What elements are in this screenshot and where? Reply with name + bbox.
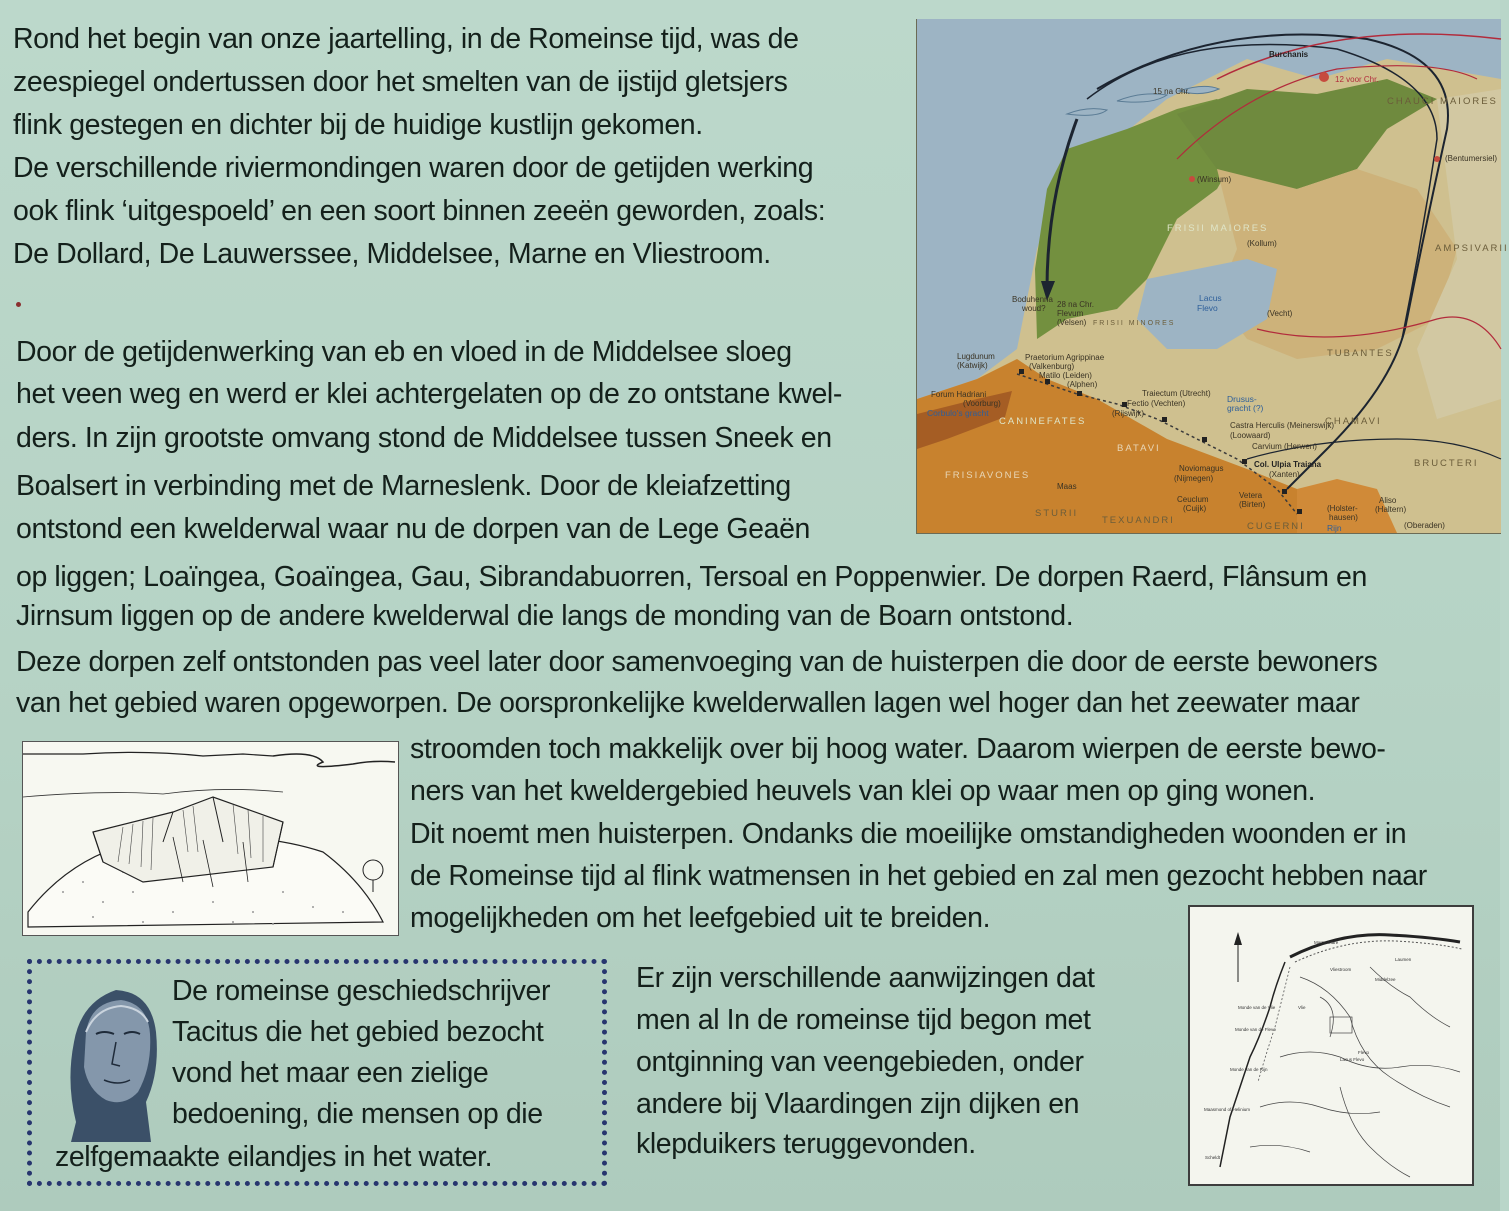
map2-label: Vliestroom <box>1330 967 1352 972</box>
intro-line: Rond het begin van onze jaartelling, in de Romeinse tijd, was de <box>13 23 799 55</box>
map-label: (Cuijk) <box>1183 504 1207 513</box>
body-line: ders. In zijn grootste omvang stond de Middelsee tussen Sneek en <box>16 422 832 454</box>
map-label: FRISII MAIORES <box>1167 223 1269 234</box>
body-line: Jirnsum liggen op de andere kwelderwal die langs de monding van de Boarn ontstond. <box>16 600 1074 632</box>
body-line: Deze dorpen zelf ontstonden pas veel later door samenvoeging van de huisterpen die door de eerste bewoners <box>16 646 1378 678</box>
map-label: 15 na Chr. <box>1153 87 1190 96</box>
map-label: CANINEFATES <box>999 416 1087 427</box>
map2-label: Monde van de Flevo <box>1235 1027 1276 1032</box>
map-label: TUBANTES <box>1327 348 1394 359</box>
map-label: (Oberaden) <box>1404 521 1445 530</box>
intro-line: ook flink ‘uitgespoeld’ en een soort binnen zeeën geworden, zoals: <box>13 195 826 227</box>
map-label: (Voorburg) <box>963 399 1001 408</box>
map-label: (Holster- <box>1327 504 1358 513</box>
map-label: CUGERNI <box>1247 521 1305 532</box>
map2-label: Marne Mare <box>1314 940 1339 945</box>
map-label: (Xanten) <box>1269 470 1300 479</box>
tacitus-line: De romeinse geschiedschrijver <box>172 975 551 1007</box>
map-label: 12 voor Chr. <box>1335 75 1379 84</box>
map2-label: Flevo <box>1358 1050 1370 1055</box>
map-label: Lugdunum <box>957 352 995 361</box>
roman-netherlands-map <box>916 19 1509 534</box>
terp-sketch <box>22 741 399 936</box>
map-label: (Velsen) <box>1057 318 1087 327</box>
map-label: FRISII MINORES <box>1093 320 1176 327</box>
coastline-map-drawing <box>1190 907 1472 1184</box>
portrait-bust-icon <box>56 972 168 1142</box>
map-label: Burchanis <box>1269 50 1309 59</box>
map-label: Flevum <box>1057 309 1084 318</box>
bullet-dot <box>16 302 21 307</box>
body-line: het veen weg en werd er klei achtergelaten op de zo ontstane kwel- <box>16 378 842 410</box>
map-label: (Alphen) <box>1067 380 1098 389</box>
map-label: Corbulo's gracht <box>927 408 989 418</box>
map-label: AMPSIVARII <box>1435 243 1509 254</box>
map-label: TEXUANDRI <box>1102 515 1175 526</box>
map2-label: Lacus Flevo <box>1340 1057 1365 1062</box>
map-label: Flevo <box>1197 303 1218 313</box>
map-label: (Loowaard) <box>1230 431 1271 440</box>
map-label: Noviomagus <box>1179 464 1224 473</box>
map-label: Fectio (Vechten) <box>1127 399 1186 408</box>
intro-line: De Dollard, De Lauwerssee, Middelsee, Marne en Vliestroom. <box>13 238 771 270</box>
map-label: (Rijswijk) <box>1112 409 1144 418</box>
body-line: de Romeinse tijd al flink watmensen in het gebied en zal men gezocht hebben naar <box>410 860 1427 892</box>
map-label: Matilo (Leiden) <box>1039 371 1092 380</box>
body-line: ontstond een kwelderwal waar nu de dorpen van de Lege Geaën <box>16 513 810 545</box>
body-line: Dit noemt men huisterpen. Ondanks die moeilijke omstandigheden woonden er in <box>410 818 1407 850</box>
side-note-line: ontginning van veengebieden, onder <box>636 1046 1084 1078</box>
map2-label: Vlie <box>1298 1005 1306 1010</box>
map-label: 28 na Chr. <box>1057 300 1094 309</box>
tacitus-line: vond het maar een zielige <box>172 1057 489 1089</box>
map-label: gracht (?) <box>1227 403 1264 413</box>
map-label: Traiectum (Utrecht) <box>1142 389 1211 398</box>
map-label: Praetorium Agrippinae <box>1025 353 1105 362</box>
side-note-line: men al In de romeinse tijd begon met <box>636 1004 1091 1036</box>
map2-label: Monde van de Rijn <box>1230 1067 1268 1072</box>
coastline-map <box>1188 905 1474 1186</box>
body-line: van het gebied waren opgeworpen. De oorspronkelijke kwelderwallen lagen wel hoger dan het zeewater maar <box>16 687 1360 719</box>
map-label: CHAMAVI <box>1325 416 1382 427</box>
map-label: Boduhenna <box>1012 295 1053 304</box>
map-label: Forum Hadriani <box>931 390 987 399</box>
body-line: op liggen; Loaïngea, Goaïngea, Gau, Sibrandabuorren, Tersoal en Poppenwier. De dorpen Raerd, Flânsum en <box>16 561 1367 593</box>
body-line: Door de getijdenwerking van eb en vloed in de Middelsee sloeg <box>16 336 792 368</box>
map-label: Carvium (Herwen) <box>1252 442 1317 451</box>
map-label: Maas <box>1057 482 1077 491</box>
body-line: mogelijkheden om het leefgebied uit te breiden. <box>410 902 991 934</box>
tacitus-line: bedoening, die mensen op die <box>172 1098 543 1130</box>
map-label: (Winsum) <box>1197 175 1232 184</box>
map-label: Vetera <box>1239 491 1263 500</box>
map-label: STURII <box>1035 508 1079 519</box>
map-label: (Katwijk) <box>957 361 988 370</box>
side-note-line: Er zijn verschillende aanwijzingen dat <box>636 962 1095 994</box>
tacitus-line: zelfgemaakte eilandjes in het water. <box>55 1141 493 1173</box>
map2-label: Laumen <box>1395 957 1412 962</box>
map-label: Drusus- <box>1227 394 1257 404</box>
map2-label: Scheldt <box>1205 1155 1221 1160</box>
map-label: (Bentumersiel) <box>1445 154 1498 163</box>
north-arrow-icon <box>1234 932 1242 945</box>
intro-line: De verschillende riviermondingen waren door de getijden werking <box>13 152 814 184</box>
map-label: Lacus <box>1199 293 1222 303</box>
intro-line: zeespiegel ondertussen door het smelten van de ijstijd gletsjers <box>13 66 788 98</box>
terp-sketch-icon <box>23 742 398 935</box>
body-line: Boalsert in verbinding met de Marneslenk. Door de kleiafzetting <box>16 470 791 502</box>
map-label: (Valkenburg) <box>1029 362 1075 371</box>
map-label: Ceuclum <box>1177 495 1209 504</box>
map-label: FRISIAVONES <box>945 470 1031 481</box>
map-label: (Vecht) <box>1267 309 1293 318</box>
map-label: Castra Herculis (Meinerswijk) <box>1230 421 1335 430</box>
map-label: (Nijmegen) <box>1174 474 1214 483</box>
map-label: Rijn <box>1327 523 1342 533</box>
map2-label: Middelzee <box>1375 977 1396 982</box>
map2-label: Monde van de Vlie <box>1238 1005 1276 1010</box>
side-note-line: andere bij Vlaardingen zijn dijken en <box>636 1088 1080 1120</box>
map-label: CHAUCI MAIORES <box>1387 96 1498 107</box>
tacitus-line: Tacitus die het gebied bezocht <box>172 1016 544 1048</box>
body-line: ners van het kweldergebied heuvels van klei op waar men op ging wonen. <box>410 775 1316 807</box>
map-label: (Birten) <box>1239 500 1266 509</box>
map-label: hausen) <box>1329 513 1358 522</box>
map-label: (Kollum) <box>1247 239 1277 248</box>
body-line: stroomden toch makkelijk over bij hoog water. Daarom wierpen de eerste bewo- <box>410 733 1386 765</box>
intro-line: flink gestegen en dichter bij de huidige kustlijn gekomen. <box>13 109 703 141</box>
map-label: woud? <box>1022 304 1046 313</box>
side-note-line: klepduikers teruggevonden. <box>636 1128 976 1160</box>
map-label: (Haltern) <box>1375 505 1407 514</box>
map-label: BRUCTERI <box>1414 458 1479 469</box>
map-label: Aliso <box>1379 496 1397 505</box>
map-label: Col. Ulpia Traiana <box>1254 460 1322 469</box>
map2-label: Maasmond of Helinium <box>1204 1107 1251 1112</box>
map-label: BATAVI <box>1117 443 1161 454</box>
